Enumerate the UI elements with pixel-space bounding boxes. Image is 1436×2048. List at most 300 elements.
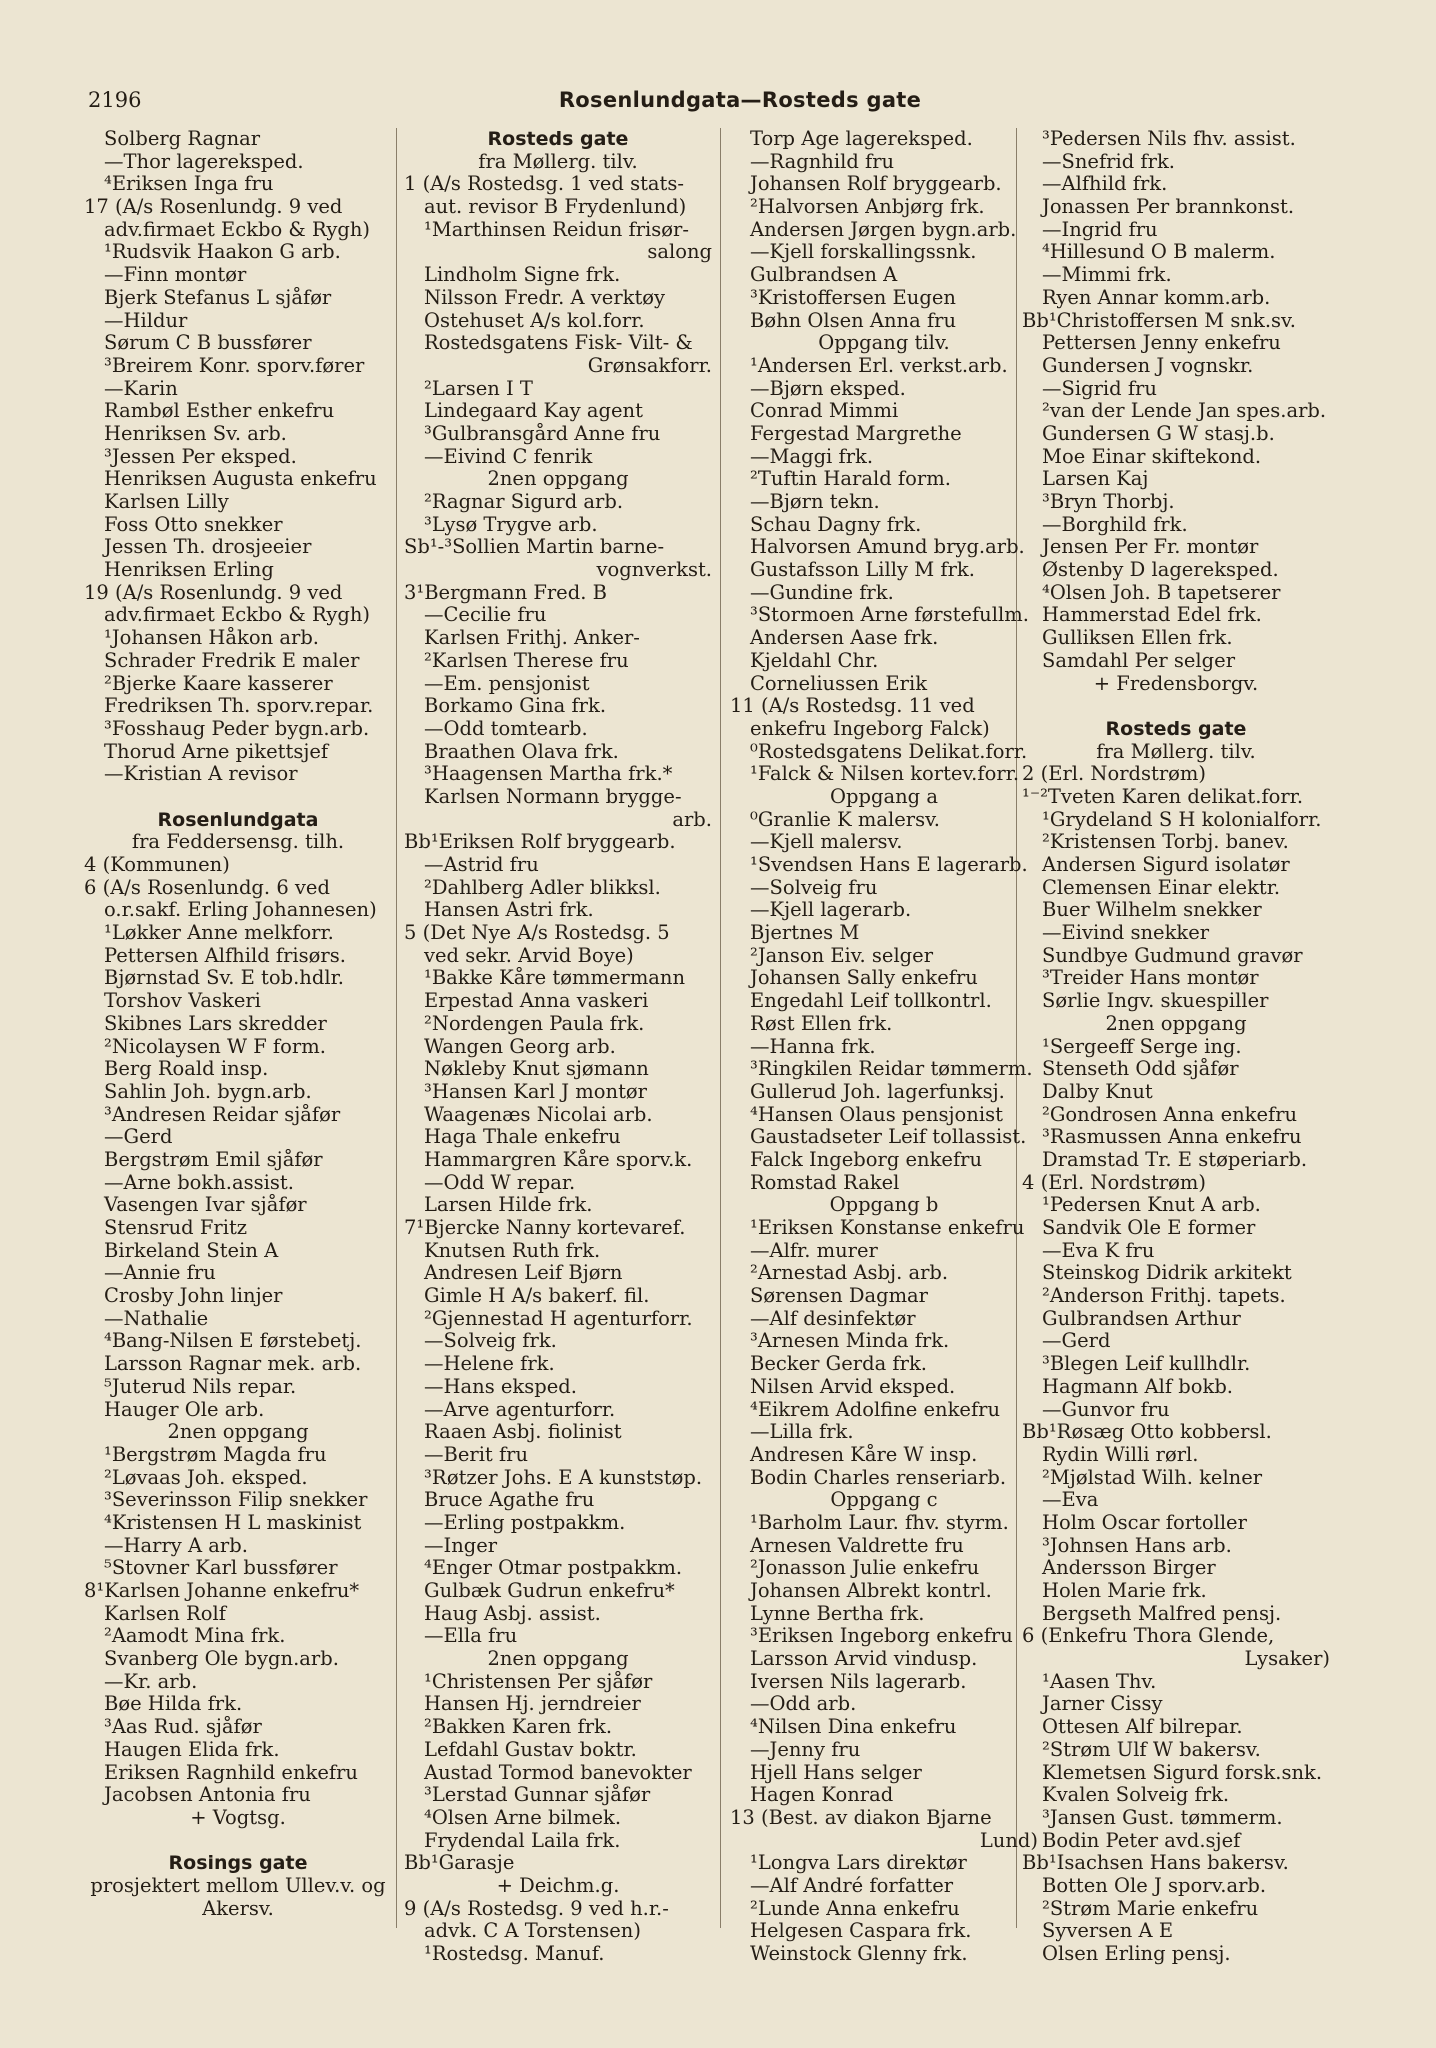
resident-entry: Engedahl Leif tollkontrl. [750,990,992,1013]
resident-entry: ³Rasmussen Anna enkefru [1042,1126,1302,1149]
resident-entry: ²Bakken Karen frk. [424,1716,613,1739]
house-number-entry: 8¹Karlsen Johanne enkefru* [84,1580,360,1602]
resident-entry: Gimle H A/s bakerf. fil. [424,1285,650,1308]
resident-entry: ³Blegen Leif kullhdlr. [1042,1353,1251,1376]
entry-continuation: vognverkst. [596,559,712,582]
resident-entry: Lynne Bertha frk. [750,1602,925,1625]
resident-entry: —Erling postpakkm. [424,1511,626,1534]
column-divider [720,128,721,1928]
resident-entry: ved sekr. Arvid Boye) [424,944,634,967]
resident-entry: ³Ringkilen Reidar tømmerm. [750,1058,1033,1081]
resident-entry: Berg Roald insp. [104,1058,269,1081]
resident-entry: ³Jansen Gust. tømmerm. [1042,1806,1283,1829]
resident-entry: Karlsen Normann brygge- [424,785,682,808]
resident-entry: ²Larsen I T [424,377,533,400]
resident-entry: —Inger [424,1534,498,1557]
resident-entry: ⁴Bang-Nilsen E førstebetj. [104,1330,362,1353]
resident-entry: ¹Christensen Per sjåfør [424,1670,653,1693]
resident-entry: ³Johnsen Hans arb. [1042,1534,1232,1557]
resident-entry: ²Nordengen Paula frk. [424,1012,645,1035]
resident-entry: Bøe Hilda frk. [104,1693,243,1716]
resident-entry: ¹Falck & Nilsen kortev.forr. [750,763,1020,786]
resident-entry: ¹Bakke Kåre tømmermann [424,967,686,990]
house-number-entry: Bb¹Isachsen Hans bakersv. [1022,1852,1289,1875]
resident-entry: Karlsen Frithj. Anker- [424,627,640,650]
house-number-entry: Bb¹Christoffersen M snk.sv. [1022,309,1296,332]
stairway-heading: 2nen oppgang [1105,1012,1247,1035]
resident-entry: ³Arnesen Minda frk. [750,1330,950,1353]
resident-entry: Corneliussen Erik [750,672,928,695]
resident-entry: adv.firmaet Eckbo & Rygh) [104,218,370,241]
resident-entry: Raaen Asbj. fiolinist [424,1421,622,1444]
resident-entry: Andersen Aase frk. [750,627,939,650]
entry-continuation: arb. [672,808,712,831]
resident-entry: Andresen Kåre W insp. [750,1443,978,1466]
resident-entry: ³Kristoffersen Eugen [750,286,956,309]
street-subtitle: fra Møllerg. tilv. [478,150,638,173]
resident-entry: ⁴Olsen Joh. B tapetserer [1042,581,1281,604]
resident-entry: Borkamo Gina frk. [424,695,607,718]
resident-entry: Karlsen Lilly [104,491,229,513]
resident-entry: Vasengen Ivar sjåfør [104,1194,307,1217]
resident-entry: Holen Marie frk. [1042,1580,1207,1602]
street-subtitle: fra Møllerg. tilv. [1096,740,1256,763]
resident-entry: Thorud Arne pikettsjef [104,740,329,763]
resident-entry: ³Eriksen Ingeborg enkefru [750,1625,1013,1648]
resident-entry: —Gerd [1042,1330,1111,1353]
house-number-entry: 3¹Bergmann Fred. B [404,581,607,604]
resident-entry: Botten Ole J sporv.arb. [1042,1874,1267,1897]
resident-entry: Holm Oscar fortoller [1042,1511,1247,1534]
resident-entry: Ottesen Alf bilrepar. [1042,1716,1243,1739]
resident-entry: Torshov Vaskeri [104,990,261,1013]
house-number-entry: Bb¹Garasje [404,1852,515,1875]
resident-entry: Hansen Astri frk. [424,899,594,922]
entry-continuation: Grønsakforr. [587,354,712,377]
resident-entry: ³Haagensen Martha frk.* [424,763,673,786]
house-number-entry: 4 (Erl. Nordstrøm) [1022,1171,1207,1194]
resident-entry: Frydendal Laila frk. [424,1829,621,1852]
spacer [84,1830,392,1853]
resident-entry: —Odd arb. [750,1693,857,1716]
resident-entry: ⁴Hillesund O B malerm. [1042,241,1276,264]
resident-entry: —Arve agenturforr. [424,1398,616,1421]
stairway-heading: Oppgang c [830,1489,938,1512]
resident-entry: Andersen Jørgen bygn.arb. [750,218,1017,241]
resident-entry: Pettersen Alfhild frisørs. [104,944,346,967]
resident-entry: Waagenæs Nicolai arb. [424,1103,653,1126]
resident-entry: —Karin [104,377,178,400]
resident-entry: Andersson Birger [1042,1557,1216,1580]
stairway-heading: Oppgang tilv. [818,332,950,355]
resident-entry: ²Lunde Anna enkefru [750,1897,960,1920]
resident-entry: ²Gjennestad H agenturforr. [424,1307,693,1330]
resident-entry: ²Nicolaysen W F form. [104,1035,326,1058]
resident-entry: Schau Dagny frk. [750,513,922,536]
resident-entry: —Arne bokh.assist. [104,1171,294,1194]
resident-entry: Hagmann Alf bokb. [1042,1375,1234,1398]
resident-entry: Skibnes Lars skredder [104,1012,327,1035]
resident-entry: ¹Rostedsg. Manuf. [424,1943,605,1965]
resident-entry: ¹Andersen Erl. verkst.arb. [750,354,1008,377]
resident-entry: ²Løvaas Joh. eksped. [104,1466,308,1489]
resident-entry: Foss Otto snekker [104,513,283,536]
resident-entry: ³Gulbransgård Anne fru [424,422,661,445]
street-subtitle: + Deichm.g. [496,1874,620,1897]
resident-entry: ³Jessen Per eksped. [104,445,297,468]
resident-entry: Fergestad Margrethe [750,422,962,445]
house-number-entry: 7¹Bjercke Nanny kortevaref. [404,1217,686,1239]
resident-entry: ³Breirem Konr. sporv.fører [104,354,365,377]
resident-entry: —Ragnhild fru [750,150,895,173]
resident-entry: —Annie fru [104,1262,216,1285]
resident-entry: ¹Grydeland S H kolonialforr. [1042,808,1322,831]
resident-entry: Eriksen Ragnhild enkefru [104,1761,358,1784]
resident-entry: —Kr. arb. [104,1670,198,1693]
resident-entry: —Hanna frk. [750,1035,876,1058]
resident-entry: ²Kristensen Torbj. banev. [1042,831,1289,854]
resident-entry: ¹Løkker Anne melkforr. [104,922,334,945]
resident-entry: ²Jonasson Julie enkefru [750,1557,980,1580]
resident-entry: —Snefrid frk. [1042,150,1175,173]
resident-entry: ⁵Juterud Nils repar. [104,1375,297,1398]
resident-entry: —Alf desinfektør [750,1307,916,1330]
resident-entry: Stenseth Odd sjåfør [1042,1058,1239,1081]
resident-entry: Bergseth Malfred pensj. [1042,1602,1282,1625]
resident-entry: Bjerk Stefanus L sjåfør [104,286,332,309]
resident-entry: Gulliksen Ellen frk. [1042,627,1233,650]
resident-entry: ⁴Eriksen Inga fru [104,173,274,196]
resident-entry: —Solveig fru [750,876,878,899]
resident-entry: Erpestad Anna vaskeri [424,990,649,1013]
resident-entry: ⁴Olsen Arne bilmek. [424,1806,622,1829]
stairway-heading: Oppgang a [830,785,938,808]
resident-entry: Bjørnstad Sv. E tob.hdlr. [104,967,344,990]
resident-entry: Buer Wilhelm snekker [1042,899,1262,922]
resident-entry: —Bjørn tekn. [750,491,880,513]
resident-entry: Becker Gerda frk. [750,1353,927,1376]
resident-entry: —Gundine frk. [750,581,894,604]
resident-entry: Birkeland Stein A [104,1239,279,1262]
resident-entry: —Lilla frk. [750,1421,854,1444]
resident-entry: ³Røtzer Johs. E A kunststøp. [424,1466,703,1489]
resident-entry: —Harry A arb. [104,1534,248,1557]
resident-entry: ¹Bergstrøm Magda fru [104,1443,327,1466]
resident-entry: Sundbye Gudmund gravør [1042,944,1303,967]
entry-continuation: salong [647,241,712,264]
resident-entry: Crosby John linjer [104,1285,283,1308]
resident-entry: —Ella fru [424,1625,518,1648]
column-4 [1022,128,1330,1966]
resident-entry: Rydin Willi rørl. [1042,1443,1199,1466]
resident-entry: ²Mjølstad Wilh. kelner [1042,1466,1263,1489]
house-number-entry: 5 (Det Nye A/s Rostedsg. 5 [404,922,670,945]
resident-entry: Schrader Fredrik E maler [104,649,360,672]
house-number-entry: 4 (Kommunen) [84,854,230,876]
resident-entry: Samdahl Per selger [1042,649,1236,672]
stairway-heading: 2nen oppgang [487,468,629,491]
resident-entry: Stensrud Fritz [104,1217,248,1239]
resident-entry: advk. C A Torstensen) [424,1920,641,1943]
resident-entry: Conrad Mimmi [750,400,899,423]
stairway-heading: 2nen oppgang [167,1421,309,1444]
resident-entry: ³Stormoen Arne førstefullm. [750,604,1029,627]
resident-entry: Moe Einar skiftekond. [1042,445,1262,468]
resident-entry: Johansen Albrekt kontrl. [750,1580,992,1602]
street-subtitle: fra Feddersensg. tilh. [131,831,345,854]
resident-entry: Hansen Hj. jerndreier [424,1693,641,1716]
resident-entry: ²Bjerke Kaare kasserer [104,672,333,695]
resident-entry: ²Halvorsen Anbjørg frk. [750,196,985,219]
resident-entry: Dalby Knut [1042,1080,1153,1103]
resident-entry: ³Lerstad Gunnar sjåfør [424,1784,651,1807]
house-number-entry: 1 (A/s Rostedsg. 1 ved stats- [404,173,684,196]
resident-entry: ⁰Rostedsgatens Delikat.forr. [750,740,1028,763]
resident-entry: Jarner Cissy [1042,1693,1163,1716]
resident-entry: Kjeldahl Chr. [750,649,879,672]
resident-entry: —Gerd [104,1126,173,1149]
resident-entry: Haugen Elida frk. [104,1738,280,1761]
resident-entry: Knutsen Ruth frk. [424,1239,601,1262]
resident-entry: —Thor lagereksped. [104,150,304,173]
resident-entry: Henriksen Augusta enkefru [104,468,377,491]
house-number-entry: 11 (A/s Rostedsg. 11 ved [730,695,975,718]
street-subtitle: + Fredensborgv. [1093,672,1259,695]
resident-entry: ⁴Hansen Olaus pensjonist [750,1103,1003,1126]
resident-entry: Nøkleby Knut sjømann [424,1058,649,1081]
resident-entry: Braathen Olava frk. [424,740,619,763]
resident-entry: —Mimmi frk. [1042,264,1172,287]
resident-entry: —Eva [1042,1489,1099,1512]
resident-entry: —Berit fru [424,1443,529,1466]
resident-entry: Gaustadseter Leif tollassist. [750,1126,1027,1149]
resident-entry: Halvorsen Amund bryg.arb. [750,536,1025,559]
resident-entry: Bodin Charles renseriarb. [750,1466,1007,1489]
resident-entry: —Solveig frk. [424,1330,557,1353]
resident-entry: ³Pedersen Nils fhv. assist. [1042,128,1296,150]
house-number-entry: 9 (A/s Rostedsg. 9 ved h.r.- [404,1897,669,1920]
resident-entry: ¹Eriksen Konstanse enkefru [750,1217,1025,1239]
resident-entry: ²Gondrosen Anna enkefru [1042,1103,1298,1126]
resident-entry: Gulbæk Gudrun enkefru* [424,1580,675,1602]
resident-entry: ¹Pedersen Knut A arb. [1042,1194,1261,1217]
resident-entry: Rambøl Esther enkefru [104,400,335,423]
resident-entry: Ryen Annar komm.arb. [1042,286,1271,309]
resident-entry: Larsen Hilde frk. [424,1194,593,1217]
resident-entry: —Kjell forskallingssnk. [750,241,977,264]
resident-entry: Larsen Kaj [1042,468,1149,491]
resident-entry: Bruce Agathe fru [424,1489,595,1512]
resident-entry: ³Aas Rud. sjåfør [104,1716,262,1739]
resident-entry: Klemetsen Sigurd forsk.snk. [1042,1761,1323,1784]
resident-entry: Jensen Per Fr. montør [1042,536,1259,559]
street-heading: Rosteds gate [487,128,629,150]
resident-entry: Lindegaard Kay agent [424,400,643,423]
resident-entry: Hagen Konrad [750,1784,894,1807]
resident-entry: Rostedsgatens Fisk- Vilt- & [424,332,693,355]
resident-entry: ³Lysø Trygve arb. [424,513,598,536]
resident-entry: Larsson Arvid vindusp. [750,1648,978,1671]
resident-entry: ³Treider Hans montør [1042,967,1259,990]
resident-entry: —Eivind snekker [1042,922,1210,945]
resident-entry: enkefru Ingeborg Falck) [750,717,990,740]
resident-entry: ³Hansen Karl J montør [424,1080,647,1103]
resident-entry: Lefdahl Gustav boktr. [424,1738,637,1761]
resident-entry: ¹Barholm Laur. fhv. styrm. [750,1511,1009,1534]
resident-entry: —Eva K fru [1042,1239,1155,1262]
resident-entry: adv.firmaet Eckbo & Rygh) [104,604,370,627]
column-2 [404,128,712,1966]
resident-entry: —Jenny fru [750,1738,861,1761]
resident-entry: ³Fosshaug Peder bygn.arb. [104,717,370,740]
resident-entry: Olsen Erling pensj. [1042,1943,1231,1965]
resident-entry: Gundersen G W stasj.b. [1042,422,1275,445]
resident-entry: ¹Marthinsen Reidun frisør- [424,218,689,241]
resident-entry: —Cecilie fru [424,604,547,627]
resident-entry: ¹Rudsvik Haakon G arb. [104,241,341,264]
resident-entry: ²Anderson Frithj. tapets. [1042,1285,1286,1308]
resident-entry: Clemensen Einar elektr. [1042,876,1281,899]
resident-entry: ²Ragnar Sigurd arb. [424,491,624,513]
resident-entry: ¹Longva Lars direktør [750,1852,967,1875]
house-number-entry: Bb¹Eriksen Rolf bryggearb. [404,831,676,854]
resident-entry: aut. revisor B Frydenlund) [424,196,687,219]
resident-entry: Romstad Rakel [750,1171,900,1194]
resident-entry: —Kristian A revisor [104,763,298,786]
resident-entry: Iversen Nils lagerarb. [750,1670,967,1693]
resident-entry: —Finn montør [104,264,247,287]
resident-entry: —Odd tomtearb. [424,717,588,740]
resident-entry: Helgesen Caspara frk. [750,1920,972,1943]
resident-entry: Henriksen Sv. arb. [104,422,287,445]
resident-entry: —Sigrid fru [1042,377,1157,400]
column-divider [396,128,397,1928]
resident-entry: —Kjell malersv. [750,831,903,854]
resident-entry: ¹Svendsen Hans E lagerarb. [750,854,1028,876]
resident-entry: —Ingrid fru [1042,218,1158,241]
resident-entry: ²Janson Eiv. selger [750,944,934,967]
street-subtitle: prosjektert mellom Ullev.v. og [90,1874,386,1897]
stairway-heading: Oppgang b [829,1194,939,1217]
resident-entry: Bodin Peter avd.sjef [1042,1829,1241,1852]
spacer [1022,695,1330,718]
resident-entry: ³Andresen Reidar sjåfør [104,1103,341,1126]
resident-entry: Steinskog Didrik arkitekt [1042,1262,1292,1285]
resident-entry: —Gunvor fru [1042,1398,1170,1421]
resident-entry: —Helene frk. [424,1353,555,1376]
resident-entry: Svanberg Ole bygn.arb. [104,1648,339,1671]
resident-entry: ¹Johansen Håkon arb. [104,627,319,650]
resident-entry: —Borghild frk. [1042,513,1188,536]
resident-entry: Sandvik Ole E former [1042,1217,1256,1239]
resident-entry: ²Karlsen Therese fru [424,649,629,672]
resident-entry: —Em. pensjonist [424,672,590,695]
spacer [84,786,392,809]
resident-entry: Jacobsen Antonia fru [104,1784,311,1807]
resident-entry: ²Strøm Ulf W bakersv. [1042,1738,1261,1761]
resident-entry: ⁴Nilsen Dina enkefru [750,1716,957,1739]
resident-entry: ⁰Granlie K malersv. [750,808,941,831]
resident-entry: —Alfr. murer [750,1239,878,1262]
resident-entry: —Odd W repar. [424,1171,576,1194]
resident-entry: Karlsen Rolf [104,1602,226,1625]
resident-entry: ²Arnestad Asbj. arb. [750,1262,949,1285]
resident-entry: Torp Age lagereksped. [750,128,973,150]
resident-entry: Dramstad Tr. E støperiarb. [1042,1148,1308,1171]
resident-entry: ⁴Kristensen H L maskinist [104,1511,362,1534]
resident-entry: Wangen Georg arb. [424,1035,616,1058]
resident-entry: Larsson Ragnar mek. arb. [104,1353,362,1376]
resident-entry: Røst Ellen frk. [750,1012,893,1035]
resident-entry: Syversen A E [1042,1920,1174,1943]
resident-entry: Hammargren Kåre sporv.k. [424,1148,693,1171]
resident-entry: —Eivind C fenrik [424,445,593,468]
resident-entry: Arnesen Valdrette fru [750,1534,964,1557]
house-number-entry: Bb¹Røsæg Otto kobbersl. [1022,1421,1272,1444]
resident-entry: Sørum C B bussfører [104,332,312,355]
resident-entry: o.r.sakf. Erling Johannesen) [104,899,377,922]
resident-entry: Sørlie Ingv. skuespiller [1042,990,1269,1013]
resident-entry: ¹Aasen Thv. [1042,1670,1157,1693]
resident-entry: Sahlin Joh. bygn.arb. [104,1080,312,1103]
resident-entry: ¹Sergeeff Serge ing. [1042,1035,1242,1058]
resident-entry: ⁵Stovner Karl bussfører [104,1557,338,1580]
resident-entry: Kvalen Solveig frk. [1042,1784,1230,1807]
entry-continuation: Lysaker) [1244,1648,1330,1671]
resident-entry: ³Bryn Thorbj. [1042,491,1175,513]
resident-entry: —Alfhild frk. [1042,173,1168,196]
page-number: 2196 [88,88,142,112]
resident-entry: Henriksen Erling [104,559,274,582]
resident-entry: Gulbrandsen A [750,264,898,287]
resident-entry: Gullerud Joh. lagerfunksj. [750,1080,1005,1103]
resident-entry: ³Severinsson Filip snekker [104,1489,368,1512]
resident-entry: Fredriksen Th. sporv.repar. [104,695,374,718]
resident-entry: Jonassen Per brannkonst. [1042,196,1295,219]
resident-entry: Andresen Leif Bjørn [424,1262,623,1285]
resident-entry: Haga Thale enkefru [424,1126,621,1149]
resident-entry: —Bjørn eksped. [750,377,906,400]
house-number-entry: Sb¹-³Sollien Martin barne- [404,536,665,559]
resident-entry: Weinstock Glenny frk. [750,1943,968,1965]
resident-entry: Bøhn Olsen Anna fru [750,309,957,332]
resident-entry: Hjell Hans selger [750,1761,922,1784]
running-head: Rosenlundgata—Rosteds gate [558,88,922,112]
resident-entry: Andersen Sigurd isolatør [1042,854,1290,876]
house-number-entry: 19 (A/s Rosenlundg. 9 ved [84,581,343,604]
street-subtitle: Akersv. [202,1897,274,1920]
entry-continuation: Lund) [979,1829,1038,1852]
resident-entry: Bjertnes M [750,922,860,945]
resident-entry: Ostehuset A/s kol.forr. [424,309,645,332]
column-1 [84,128,392,1920]
resident-entry: ²Strøm Marie enkefru [1042,1897,1259,1920]
resident-entry: Nilsen Arvid eksped. [750,1375,956,1398]
house-number-entry: 13 (Best. av diakon Bjarne [730,1806,992,1829]
resident-entry: Hammerstad Edel frk. [1042,604,1262,627]
resident-entry: Gundersen J vognskr. [1042,354,1254,377]
resident-entry: Johansen Sally enkefru [750,967,978,990]
stairway-heading: 2nen oppgang [487,1648,629,1671]
resident-entry: —Hans eksped. [424,1375,577,1398]
resident-entry: —Kjell lagerarb. [750,899,912,922]
resident-entry: —Nathalie [104,1307,209,1330]
resident-entry: ⁴Eikrem Adolfine enkefru [750,1398,1001,1421]
resident-entry: —Maggi frk. [750,445,874,468]
house-number-entry: 2 (Erl. Nordstrøm) [1022,763,1207,786]
street-subtitle: + Vogtsg. [190,1806,286,1829]
resident-entry: Bergstrøm Emil sjåfør [104,1148,323,1171]
